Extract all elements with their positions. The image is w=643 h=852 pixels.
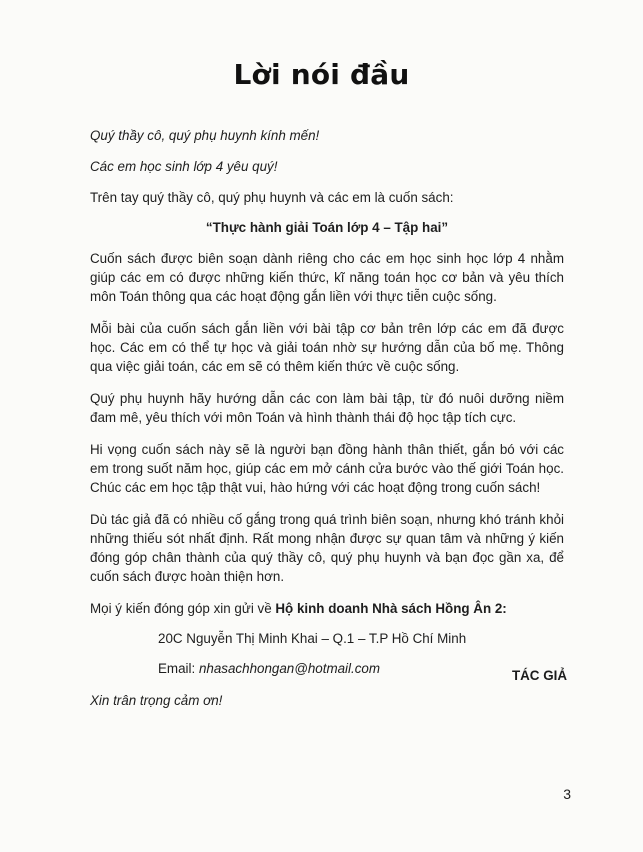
email-address: nhasachhongan@hotmail.com	[198, 661, 381, 676]
page-number: 3	[563, 786, 571, 802]
preface-body	[90, 126, 564, 710]
contact-organization: Hộ kinh doanh Nhà sách Hồng Ân 2:	[275, 601, 507, 616]
email-label: Email:	[158, 661, 199, 676]
address-line: 20C Nguyễn Thị Minh Khai – Q.1 – T.P Hồ Chí Minh	[158, 631, 467, 646]
book-title: “Thực hành giải Toán lớp 4 – Tập hai”	[205, 220, 449, 235]
email-line	[90, 659, 564, 678]
greeting-teachers-parents: Quý thầy cô, quý phụ huynh kính mến!	[90, 128, 320, 143]
contact-intro: Mọi ý kiến đóng góp xin gửi về	[90, 601, 276, 616]
paragraph-2: Mỗi bài của cuốn sách gắn liền với bài tập cơ bản trên lớp các em đã được học. Các em có thể tự học và giải toán nhờ sự hướng dẫn của bố mẹ. Thông qua việc giải toán, các em sẽ có thêm kiến thức về cuộc sống.	[90, 321, 564, 374]
paragraph-3: Quý phụ huynh hãy hướng dẫn các con làm bài tập, từ đó nuôi dưỡng niềm đam mê, yêu thích với môn Toán và hình thành thái độ học tập tích cực.	[90, 391, 564, 425]
paragraph-4: Hi vọng cuốn sách này sẽ là người bạn đồng hành thân thiết, gắn bó với các em trong suốt năm học, giúp các em mở cánh cửa bước vào thế giới Toán học. Chúc các em học tập thật vui, hào hứng với các hoạt động trong cuốn sách!	[90, 442, 564, 495]
paragraph-1: Cuốn sách được biên soạn dành riêng cho các em học sinh học lớp 4 nhằm giúp các em có được những kiến thức, kĩ năng toán học cơ bản và yêu thích môn Toán thông qua các hoạt động gắn liền với thực tiễn cuộc sống.	[90, 251, 564, 304]
contact-line	[90, 599, 564, 618]
page-title: Lời nói đầu	[233, 58, 410, 91]
intro-line: Trên tay quý thầy cô, quý phụ huynh và các em là cuốn sách:	[90, 190, 454, 205]
thanks-line: Xin trân trọng cảm ơn!	[90, 693, 223, 708]
author-signature: TÁC GIẢ	[511, 668, 567, 683]
paragraph-5: Dù tác giả đã có nhiều cố gắng trong quá trình biên soạn, nhưng khó tránh khỏi những thiếu sót nhất định. Rất mong nhận được sự quan tâm và những ý kiến đóng góp chân thành của quý thầy cô, quý phụ huynh và bạn đọc gần xa, để cuốn sách được hoàn thiện hơn.	[90, 512, 564, 584]
greeting-students: Các em học sinh lớp 4 yêu quý!	[90, 159, 278, 174]
